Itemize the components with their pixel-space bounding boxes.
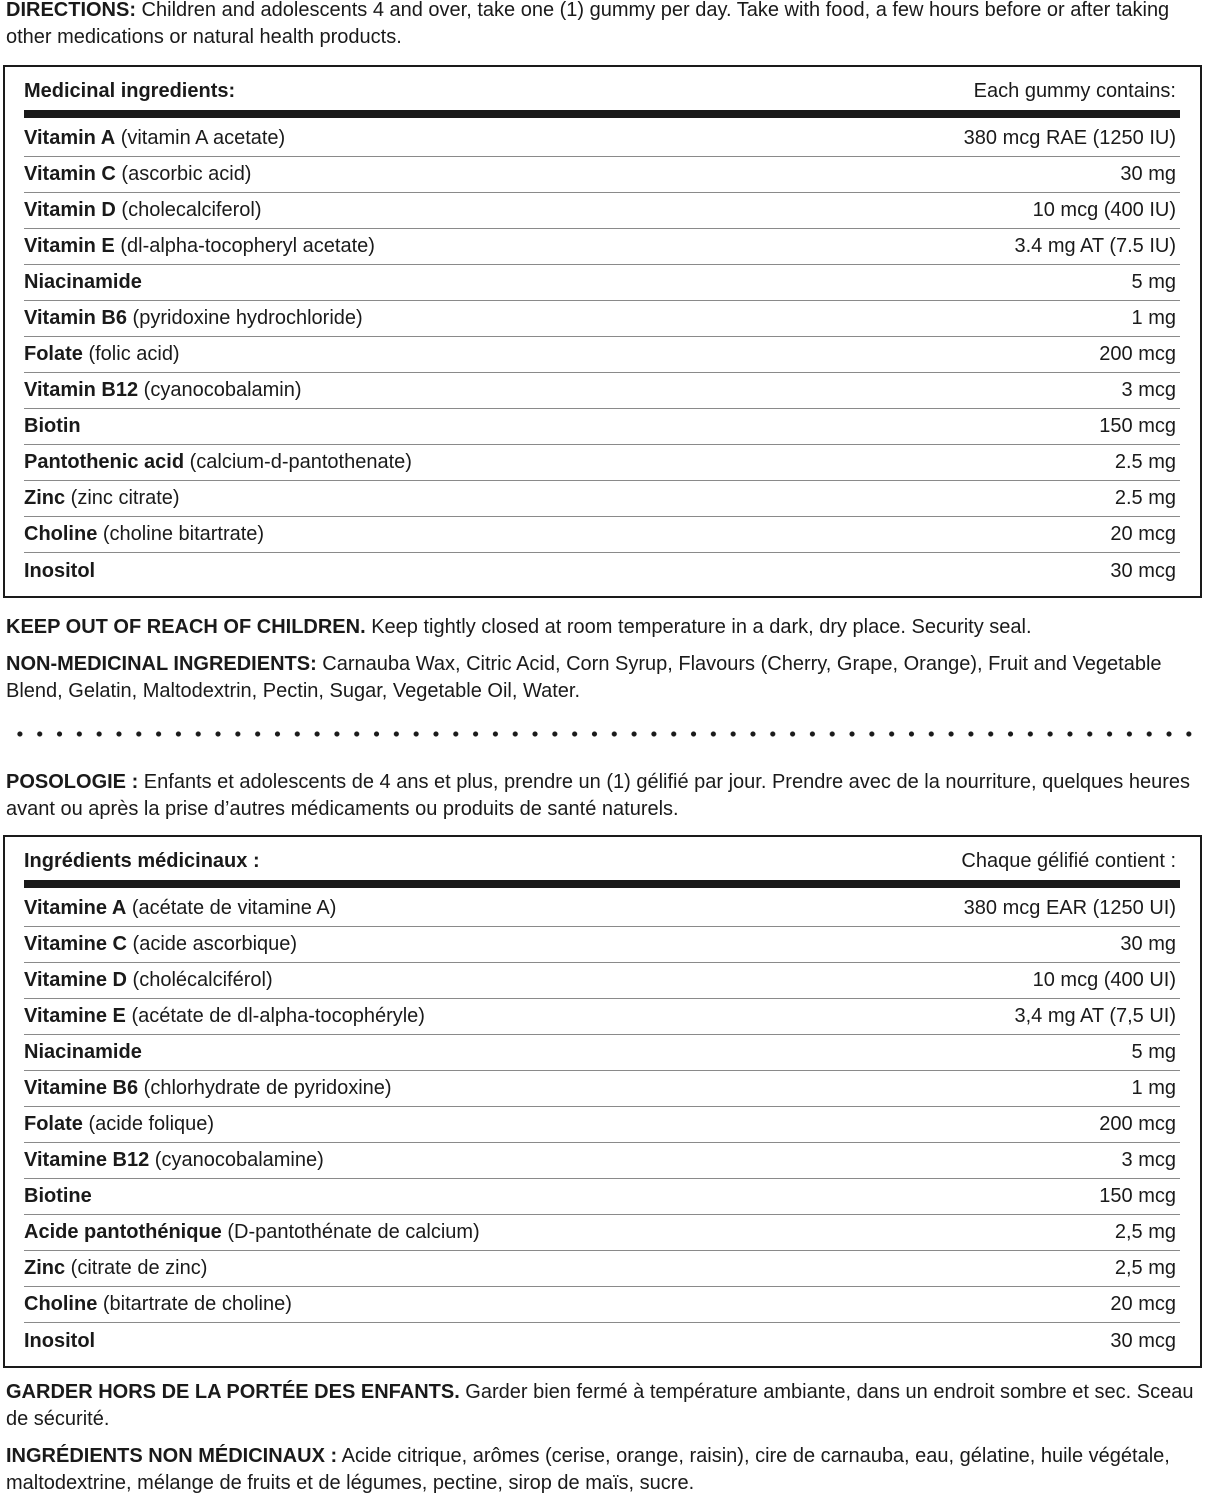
- ingredient-row: [24, 1107, 1180, 1143]
- ingredient-label: Vitamin B12: [24, 379, 139, 401]
- ingredient-row: [24, 337, 1180, 373]
- ingredient-label: Niacinamide: [24, 1041, 142, 1063]
- storage-text: Garder bien fermé à température ambiante, dans un endroit sombre et sec. Sceau de sécurité.: [6, 1381, 1194, 1430]
- ingredient-source: (citrate de zinc): [65, 1257, 208, 1279]
- ingredient-name: [24, 1257, 207, 1280]
- ingredient-amount: 20 mcg: [1110, 523, 1176, 545]
- ingredient-name: [24, 343, 180, 366]
- ingredient-source: (cholécalciférol): [127, 969, 273, 991]
- ingredient-name: [24, 235, 375, 258]
- header-right: Each gummy contains:: [973, 79, 1176, 102]
- ingredient-name: [24, 199, 261, 222]
- ingredient-row: [24, 1071, 1180, 1107]
- ingredient-row: [24, 517, 1180, 553]
- ingredient-source: (cholecalciferol): [115, 199, 262, 221]
- ingredient-row: [24, 1323, 1180, 1359]
- ingredient-amount: 5 mg: [1131, 271, 1176, 293]
- ingredient-amount: 200 mcg: [1099, 1113, 1176, 1135]
- ingredient-source: (cyanocobalamin): [138, 379, 302, 401]
- ingredient-label: Folate: [24, 343, 83, 365]
- ingredient-amount: 150 mcg: [1099, 415, 1176, 437]
- header-rule: [24, 880, 1180, 888]
- ingredient-row: [24, 963, 1180, 999]
- storage-text: Keep tightly closed at room temperature in a dark, dry place. Security seal.: [365, 616, 1032, 638]
- ingredient-name: [24, 897, 336, 920]
- storage-label: GARDER HORS DE LA PORTÉE DES ENFANTS.: [6, 1381, 460, 1403]
- ingredient-name: [24, 560, 95, 583]
- ingredient-label: Niacinamide: [24, 271, 142, 293]
- ingredient-amount: 380 mcg RAE (1250 IU): [963, 127, 1176, 149]
- ingredient-name: [24, 1077, 392, 1100]
- ingredient-row: [24, 891, 1180, 927]
- ingredient-source: (zinc citrate): [65, 487, 180, 509]
- ingredient-label: Choline: [24, 523, 98, 545]
- ingredient-name: [24, 487, 180, 510]
- ingredient-amount: 20 mcg: [1110, 1293, 1176, 1315]
- directions-label: POSOLOGIE :: [6, 771, 139, 793]
- ingredient-label: Vitamin B6: [24, 307, 127, 329]
- ingredient-label: Vitamine A: [24, 897, 127, 919]
- ingredient-source: (pyridoxine hydrochloride): [127, 307, 363, 329]
- ingredient-source: (acétate de dl-alpha-tocophéryle): [125, 1005, 425, 1027]
- ingredient-amount: 2.5 mg: [1114, 451, 1176, 473]
- ingredient-name: [24, 1113, 214, 1136]
- ingredient-amount: 10 mcg (400 UI): [1032, 969, 1176, 991]
- header-rule: [24, 110, 1180, 118]
- directions-label: DIRECTIONS:: [6, 0, 136, 21]
- ingredient-amount: 3 mcg: [1121, 379, 1176, 401]
- ingredient-amount: 200 mcg: [1099, 343, 1176, 365]
- ingredient-label: Folate: [24, 1113, 83, 1135]
- ingredient-row: [24, 229, 1180, 265]
- ingredient-label: Inositol: [24, 1329, 96, 1352]
- ingredient-label: Inositol: [24, 559, 96, 582]
- ingredient-row: [24, 1035, 1180, 1071]
- ingredient-label: Zinc: [24, 487, 66, 509]
- ingredient-source: (ascorbic acid): [115, 163, 252, 185]
- storage-fr: [6, 1379, 1204, 1433]
- ingredient-label: Vitamine D: [24, 969, 127, 991]
- ingredient-row: [24, 445, 1180, 481]
- ingredient-label: Choline: [24, 1293, 98, 1315]
- non-medicinal-text: Carnauba Wax, Citric Acid, Corn Syrup, Flavours (Cherry, Grape, Orange), Fruit and Vegetable Blend, Gelatin, Maltodextrin, Pectin, Sugar, Vegetable Oil, Water.: [6, 653, 1162, 702]
- directions-en: [6, 0, 1204, 51]
- non-medicinal-label: NON-MEDICINAL INGREDIENTS:: [6, 653, 317, 675]
- ingredient-amount: 150 mcg: [1099, 1185, 1176, 1207]
- ingredient-source: (vitamin A acetate): [115, 127, 286, 149]
- ingredient-source: (acide ascorbique): [127, 933, 298, 955]
- ingredient-source: (dl-alpha-tocopheryl acetate): [114, 235, 375, 257]
- ingredient-source: (chlorhydrate de pyridoxine): [138, 1077, 392, 1099]
- directions-fr: [6, 769, 1204, 823]
- ingredient-row: [24, 1143, 1180, 1179]
- ingredient-row: [24, 301, 1180, 337]
- ingredient-label: Acide pantothénique: [24, 1221, 222, 1243]
- ingredient-name: [24, 969, 273, 992]
- ingredient-source: (acétate de vitamine A): [126, 897, 337, 919]
- ingredient-source: (D-pantothénate de calcium): [221, 1221, 480, 1243]
- ingredient-label: Vitamine C: [24, 933, 127, 955]
- ingredient-label: Biotine: [24, 1185, 92, 1207]
- ingredient-amount: 2.5 mg: [1114, 487, 1176, 509]
- header-left: Ingrédients médicinaux :: [24, 849, 260, 872]
- storage-en: [6, 614, 1204, 641]
- ingredient-row: [24, 193, 1180, 229]
- ingredient-label: Vitamin D: [24, 199, 116, 221]
- ingredient-source: (choline bitartrate): [97, 523, 265, 545]
- ingredient-amount: 380 mcg EAR (1250 UI): [963, 897, 1176, 919]
- ingredient-label: Vitamin E: [24, 235, 115, 257]
- ingredient-row: [24, 1215, 1180, 1251]
- ingredient-amount: 30 mcg: [1110, 1329, 1176, 1352]
- ingredient-amount: 3.4 mg AT (7.5 IU): [1014, 235, 1176, 257]
- non-medicinal-label: INGRÉDIENTS NON MÉDICINAUX :: [6, 1445, 338, 1467]
- panel-header: [24, 75, 1176, 107]
- ingredient-name: [24, 1221, 480, 1244]
- ingredient-name: [24, 271, 142, 294]
- ingredient-amount: 1 mg: [1131, 307, 1176, 329]
- ingredient-amount: 2,5 mg: [1114, 1257, 1176, 1279]
- ingredient-row: [24, 121, 1180, 157]
- ingredient-name: [24, 1185, 92, 1208]
- ingredient-name: [24, 933, 297, 956]
- dotted-divider: [10, 728, 1202, 740]
- ingredient-name: [24, 127, 285, 150]
- ingredient-label: Vitamin C: [24, 163, 116, 185]
- ingredient-source: (calcium-d-pantothenate): [184, 451, 412, 473]
- ingredient-label: Vitamin A: [24, 127, 116, 149]
- ingredient-rows: [24, 891, 1180, 1359]
- ingredient-name: [24, 1330, 95, 1353]
- ingredient-name: [24, 1041, 142, 1064]
- ingredient-amount: 1 mg: [1131, 1077, 1176, 1099]
- ingredient-row: [24, 265, 1180, 301]
- panel-header: [24, 845, 1176, 877]
- ingredient-row: [24, 157, 1180, 193]
- ingredient-row: [24, 1251, 1180, 1287]
- ingredient-name: [24, 307, 363, 330]
- ingredient-row: [24, 409, 1180, 445]
- header-right: Chaque gélifié contient :: [961, 849, 1176, 872]
- ingredient-row: [24, 1287, 1180, 1323]
- ingredient-name: [24, 163, 251, 186]
- ingredient-amount: 10 mcg (400 IU): [1032, 199, 1176, 221]
- ingredient-amount: 30 mg: [1120, 163, 1176, 185]
- ingredients-panel-en: [3, 65, 1202, 598]
- directions-text: Enfants et adolescents de 4 ans et plus, prendre un (1) gélifié par jour. Prendre avec de la nourriture, quelques heures avant ou après la prise d’autres médicaments ou produits de santé naturels.: [6, 771, 1191, 820]
- ingredient-row: [24, 481, 1180, 517]
- non-medicinal-en: [6, 651, 1204, 705]
- ingredient-amount: 2,5 mg: [1114, 1221, 1176, 1243]
- ingredient-label: Biotin: [24, 415, 81, 437]
- ingredient-label: Vitamine B12: [24, 1149, 150, 1171]
- ingredient-name: [24, 523, 264, 546]
- ingredient-label: Vitamine E: [24, 1005, 126, 1027]
- ingredient-row: [24, 999, 1180, 1035]
- ingredient-amount: 3,4 mg AT (7,5 UI): [1014, 1005, 1176, 1027]
- ingredient-row: [24, 373, 1180, 409]
- ingredient-label: Zinc: [24, 1257, 66, 1279]
- ingredient-row: [24, 927, 1180, 963]
- ingredient-name: [24, 379, 302, 402]
- ingredient-rows: [24, 121, 1180, 589]
- ingredient-source: (folic acid): [82, 343, 180, 365]
- ingredient-source: (acide folique): [82, 1113, 215, 1135]
- header-left: Medicinal ingredients:: [24, 79, 236, 102]
- ingredient-name: [24, 415, 81, 438]
- ingredient-amount: 30 mg: [1120, 933, 1176, 955]
- ingredient-source: (cyanocobalamine): [149, 1149, 324, 1171]
- ingredient-amount: 30 mcg: [1110, 559, 1176, 582]
- ingredient-name: [24, 1293, 292, 1316]
- ingredient-amount: 5 mg: [1131, 1041, 1176, 1063]
- ingredients-panel-fr: [3, 835, 1202, 1368]
- ingredient-amount: 3 mcg: [1121, 1149, 1176, 1171]
- directions-text: Children and adolescents 4 and over, take one (1) gummy per day. Take with food, a few hours before or after taking other medications or natural health products.: [6, 0, 1170, 48]
- non-medicinal-fr: [6, 1443, 1204, 1497]
- ingredient-row: [24, 1179, 1180, 1215]
- ingredient-name: [24, 451, 412, 474]
- ingredient-label: Vitamine B6: [24, 1077, 139, 1099]
- ingredient-name: [24, 1149, 324, 1172]
- storage-label: KEEP OUT OF REACH OF CHILDREN.: [6, 616, 366, 638]
- non-medicinal-text: Acide citrique, arômes (cerise, orange, raisin), cire de carnauba, eau, gélatine, huile végétale, maltodextrine, mélange de fruits et de légumes, pectine, sirop de maïs, sucre.: [6, 1445, 1170, 1494]
- ingredient-source: (bitartrate de choline): [97, 1293, 292, 1315]
- ingredient-name: [24, 1005, 425, 1028]
- ingredient-label: Pantothenic acid: [24, 451, 185, 473]
- ingredient-row: [24, 553, 1180, 589]
